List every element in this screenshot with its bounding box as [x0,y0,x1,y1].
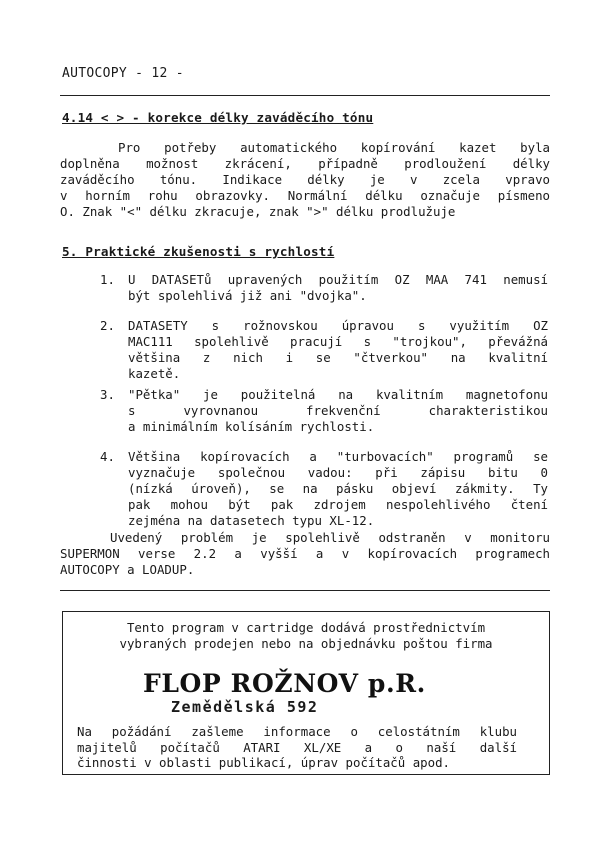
closing-paragraph [60,530,550,578]
list-item-line: MAC111 spolehlivě pracují s "trojkou", převážná [128,334,548,349]
advert-intro [81,620,531,652]
list-item-line: DATASETY s rožnovskou úpravou s využitím OZ [128,318,548,333]
section-414-paragraph [60,140,550,220]
list-item-number: 4. [100,449,115,464]
paragraph-line: doplněna možnost zkrácení, případně prodloužení délky [60,156,550,171]
paragraph-line: O. Znak "<" délku zkracuje, znak ">" délku prodlužuje [60,204,456,219]
paragraph-line: Uvedený problém je spolehlivě odstraněn v monitoru [110,530,550,545]
paragraph-line: SUPERMON verse 2.2 a vyšší a v kopírovacích programech [60,546,550,561]
section-5-heading: 5. Praktické zkušenosti s rychlostí [62,244,335,259]
advert-line: majitelů počítačů ATARI XL/XE a o naší další [77,739,517,755]
running-header: AUTOCOPY - 12 - [62,66,184,81]
section-414-heading: 4.14 < > - korekce délky zaváděcího tónu [62,110,374,125]
list-item-line: a minimálním kolísáním rychlosti. [128,419,375,434]
list-item-line: "Pětka" je použitelná na kvalitním magnetofonu [128,387,548,402]
list-item-line: být spolehlivá již ani "dvojka". [128,288,367,303]
list-item-number: 3. [100,387,115,402]
advert-line: činnosti v oblasti publikací, úprav počítačů apod. [77,755,450,770]
section-rule [60,590,550,591]
list-item-line: Většina kopírovacích a "turbovacích" programů se [128,449,548,464]
list-item-line: U DATASETů upravených použitím OZ MAA 741 nemusí [128,272,548,287]
list-item-line: vyznačuje společnou vadou: při zápisu bitu 0 [128,465,548,480]
advert-box [62,611,550,775]
list-item-line: pak mohou být pak zdrojem nespolehlivého čtení [128,497,548,512]
advert-line: Na požádání zašleme informace o celostátním klubu [77,724,517,739]
list-item-line: (nízká úroveň), se na pásku objeví zákmity. Ty [128,481,548,496]
list-item-line: zejména na datasetech typu XL-12. [128,513,375,528]
list-item-line: s vyrovnanou frekvenční charakteristikou [128,403,548,418]
paragraph-line: zaváděcího tónu. Indikace délky je v zcela vpravo [60,172,550,187]
advert-line: Tento program v cartridge dodává prostřednictvím [126,620,486,635]
header-rule [60,95,550,96]
company-name: FLOP ROŽNOV p.R. [143,669,426,698]
advert-line: vybraných prodejen nebo na objednávku poštou firma [119,636,493,651]
paragraph-line: AUTOCOPY a LOADUP. [60,562,195,577]
paragraph-line: Pro potřeby automatického kopírování kazet byla [118,140,550,155]
list-item-line: kazetě. [128,366,181,381]
list-item-line: většina z nich i se "čtverkou" na kvalitní [128,350,548,365]
company-address: Zemědělská 592 [171,698,319,716]
paragraph-line: v horním rohu obrazovky. Normální délku označuje písmeno [60,188,550,203]
list-item-number: 1. [100,272,115,287]
advert-outro [77,724,517,771]
list-item-number: 2. [100,318,115,333]
